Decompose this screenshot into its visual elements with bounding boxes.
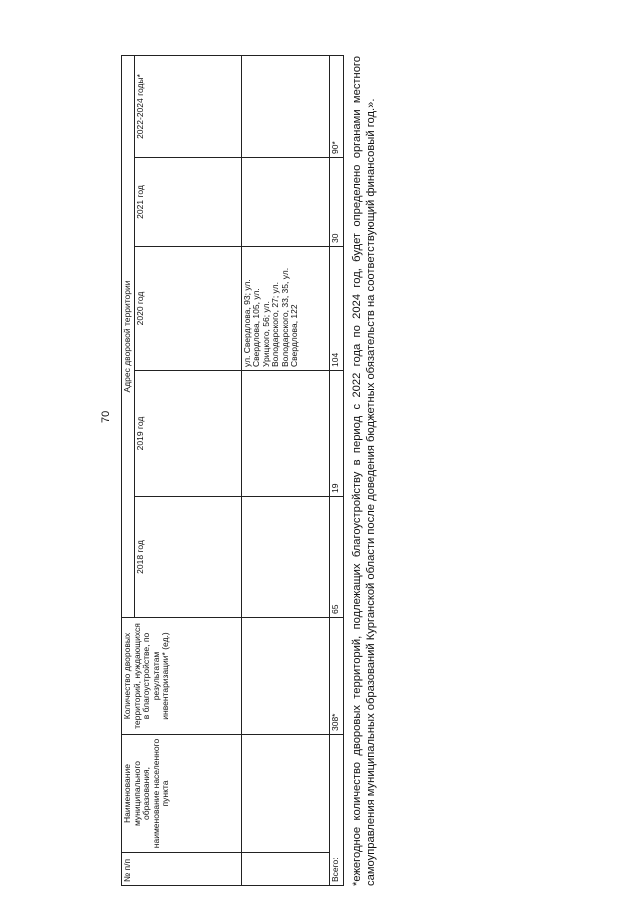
cell-2020-addresses: ул. Свердлова, 93; ул. Свердлова, 105, ул. Урицкого, 56; ул. Володарского, 27; ул. Володарского, 33, 35, ул. Свердлова, 122	[241, 247, 329, 371]
cell-2021	[241, 158, 329, 247]
total-label: Всего:	[329, 735, 343, 886]
address-table	[121, 55, 344, 886]
header-address-group: Адрес дворовой территории	[122, 55, 135, 617]
header-name: Наименование муниципального образования, наименование населенного пункта	[122, 735, 242, 853]
total-2020: 104	[329, 247, 343, 371]
header-year-2022-2024: 2022-2024 годы*	[134, 55, 241, 157]
cell-count	[241, 618, 329, 735]
total-2021: 30	[329, 158, 343, 247]
header-count: Количество дворовых территорий, нуждающихся в благоустройстве, по результатам инвентаризации* (ед.)	[122, 618, 242, 735]
rotated-content	[121, 56, 411, 886]
table-row	[241, 55, 329, 885]
cell-name	[241, 735, 329, 853]
header-year-2018: 2018 год	[134, 497, 241, 618]
cell-2019	[241, 371, 329, 497]
footnote: *ежегодное количество дворовых территорий, подлежащих благоустройству в период с 2022 года по 2024 год, будет определено органами местного самоуправления муниципальных образований Курганской области после доведения бюджетных обязательств на соответствующий финансовый год.».	[350, 56, 378, 886]
header-year-2019: 2019 год	[134, 371, 241, 497]
page-number: 70	[100, 410, 112, 423]
header-year-2020: 2020 год	[134, 247, 241, 371]
cell-2018	[241, 497, 329, 618]
cell-2022-2024	[241, 55, 329, 157]
total-2022-2024: 90*	[329, 55, 343, 157]
total-count: 308*	[329, 618, 343, 735]
header-year-2021: 2021 год	[134, 158, 241, 247]
total-2019: 19	[329, 371, 343, 497]
header-row-group	[122, 55, 135, 885]
cell-number	[241, 853, 329, 886]
total-row	[329, 55, 343, 885]
total-2018: 65	[329, 497, 343, 618]
header-number: № п/п	[122, 853, 242, 886]
